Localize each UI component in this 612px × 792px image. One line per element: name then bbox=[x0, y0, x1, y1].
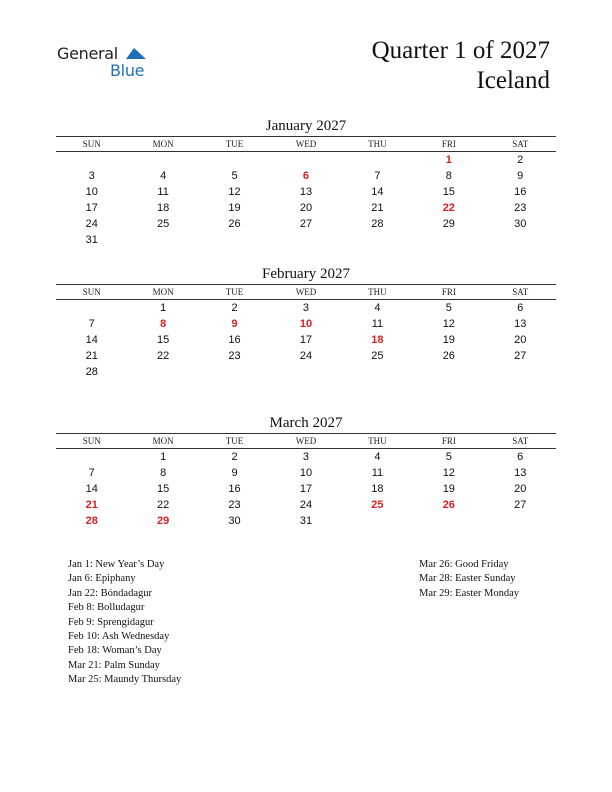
day-cell: 14 bbox=[371, 186, 384, 198]
day-cell: 27 bbox=[514, 350, 527, 362]
day-cell: 25 bbox=[371, 350, 384, 362]
holiday-list-item: Mar 26: Good Friday bbox=[419, 559, 509, 570]
day-cell bbox=[270, 232, 341, 248]
day-cell: 6 bbox=[517, 451, 524, 463]
weekday-header-row bbox=[56, 136, 556, 152]
week-row bbox=[56, 449, 556, 465]
day-cell bbox=[342, 513, 413, 529]
day-cell: 1 bbox=[160, 451, 167, 463]
day-cell: 16 bbox=[228, 334, 241, 346]
weekday-label: SAT bbox=[512, 436, 529, 446]
day-cell: 13 bbox=[514, 318, 527, 330]
month-title: February 2027 bbox=[262, 266, 350, 282]
holiday-day-cell: 8 bbox=[160, 318, 167, 330]
logo-word-blue: Blue bbox=[110, 61, 145, 80]
month-calendar bbox=[56, 414, 556, 529]
holiday-list-left bbox=[68, 558, 181, 688]
day-cell: 14 bbox=[85, 334, 98, 346]
day-cell bbox=[485, 364, 556, 380]
day-cell: 17 bbox=[299, 483, 313, 495]
day-cell: 10 bbox=[299, 467, 313, 479]
holiday-list-item: Jan 6: Epiphany bbox=[68, 573, 136, 585]
day-cell bbox=[342, 232, 413, 248]
day-cell: 21 bbox=[85, 350, 98, 362]
holiday-list-item: Mar 25: Maundy Thursday bbox=[68, 674, 182, 686]
day-cell: 26 bbox=[442, 350, 455, 362]
day-cell: 20 bbox=[514, 483, 527, 495]
day-cell: 18 bbox=[371, 483, 384, 495]
day-cell: 30 bbox=[514, 218, 527, 230]
day-cell: 1 bbox=[160, 302, 167, 314]
day-cell: 24 bbox=[299, 499, 313, 511]
week-row bbox=[56, 184, 556, 200]
logo-triangle-icon bbox=[126, 46, 146, 60]
day-cell: 19 bbox=[442, 483, 455, 495]
day-cell: 10 bbox=[85, 186, 98, 198]
day-cell bbox=[56, 152, 127, 168]
day-cell: 2 bbox=[517, 154, 524, 166]
day-cell: 29 bbox=[442, 218, 455, 230]
day-cell: 11 bbox=[157, 186, 169, 198]
day-cell bbox=[199, 364, 270, 380]
day-cell: 23 bbox=[228, 350, 241, 362]
holiday-day-cell: 21 bbox=[85, 499, 98, 511]
holiday-day-cell: 25 bbox=[371, 499, 384, 511]
holiday-day-cell: 9 bbox=[231, 318, 238, 330]
holiday-list-item: Feb 9: Sprengidagur bbox=[68, 616, 154, 628]
page-title-block bbox=[372, 36, 550, 96]
holiday-day-cell: 22 bbox=[442, 202, 455, 214]
holiday-list-item: Feb 10: Ash Wednesday bbox=[68, 631, 170, 643]
weekday-label: THU bbox=[368, 139, 387, 149]
day-cell: 27 bbox=[514, 499, 527, 511]
holiday-day-cell: 6 bbox=[302, 170, 310, 182]
day-cell: 7 bbox=[88, 467, 95, 479]
day-cell: 17 bbox=[85, 202, 98, 214]
day-cell: 11 bbox=[371, 318, 384, 330]
day-cell bbox=[342, 364, 413, 380]
day-cell: 13 bbox=[514, 467, 527, 479]
weekday-label: SAT bbox=[512, 139, 529, 149]
day-cell bbox=[127, 152, 198, 168]
day-cell: 11 bbox=[371, 467, 384, 479]
day-cell: 9 bbox=[517, 170, 524, 182]
week-row bbox=[56, 152, 556, 168]
day-cell: 7 bbox=[88, 318, 95, 330]
holiday-list-item: Feb 8: Bolludagur bbox=[68, 602, 145, 614]
week-row bbox=[56, 316, 556, 332]
day-cell bbox=[127, 364, 198, 380]
holiday-day-cell: 10 bbox=[299, 318, 313, 330]
month-title: March 2027 bbox=[269, 415, 343, 431]
holiday-day-cell: 28 bbox=[85, 515, 98, 527]
holiday-day-cell: 29 bbox=[157, 515, 170, 527]
day-cell: 24 bbox=[85, 218, 98, 230]
day-cell: 23 bbox=[228, 499, 241, 511]
month-calendar bbox=[56, 117, 556, 248]
weekday-label: MON bbox=[152, 436, 174, 446]
day-cell: 7 bbox=[374, 170, 381, 182]
month-calendar bbox=[56, 265, 556, 380]
week-row bbox=[56, 465, 556, 481]
day-cell: 22 bbox=[157, 499, 170, 511]
day-cell bbox=[199, 232, 270, 248]
weekday-label: SUN bbox=[82, 287, 101, 297]
day-cell: 17 bbox=[299, 334, 313, 346]
week-row bbox=[56, 513, 556, 529]
month-title: January 2027 bbox=[265, 118, 347, 134]
weekday-label: SUN bbox=[82, 139, 101, 149]
day-cell: 12 bbox=[442, 318, 455, 330]
week-row bbox=[56, 481, 556, 497]
day-cell: 9 bbox=[231, 467, 238, 479]
holiday-list-item: Jan 1: New Year’s Day bbox=[68, 559, 165, 570]
weekday-label: FRI bbox=[441, 287, 456, 297]
weekday-label: TUE bbox=[225, 139, 244, 149]
holiday-list-item: Mar 21: Palm Sunday bbox=[68, 659, 160, 671]
day-cell: 18 bbox=[157, 202, 170, 214]
week-row bbox=[56, 364, 556, 380]
weekday-label: MON bbox=[152, 139, 174, 149]
day-cell bbox=[342, 152, 413, 168]
day-cell: 19 bbox=[442, 334, 455, 346]
week-row bbox=[56, 300, 556, 316]
day-cell: 15 bbox=[157, 334, 170, 346]
week-row bbox=[56, 200, 556, 216]
weekday-label: THU bbox=[368, 287, 387, 297]
day-cell: 12 bbox=[442, 467, 455, 479]
day-cell: 15 bbox=[157, 483, 170, 495]
holiday-list-item: Mar 28: Easter Sunday bbox=[419, 573, 516, 585]
day-cell: 5 bbox=[445, 302, 452, 314]
day-cell bbox=[56, 300, 127, 316]
weekday-label: THU bbox=[368, 436, 387, 446]
holiday-list-item: Jan 22: Bóndadagur bbox=[68, 587, 152, 599]
weekday-label: FRI bbox=[441, 139, 456, 149]
day-cell: 4 bbox=[374, 302, 381, 314]
day-cell bbox=[56, 449, 127, 465]
weekday-label: SAT bbox=[512, 287, 529, 297]
day-cell: 31 bbox=[299, 515, 313, 527]
day-cell: 5 bbox=[445, 451, 452, 463]
day-cell: 19 bbox=[228, 202, 241, 214]
day-cell: 3 bbox=[88, 170, 95, 182]
weekday-label: TUE bbox=[225, 436, 244, 446]
day-cell bbox=[199, 152, 270, 168]
weekday-label: FRI bbox=[441, 436, 456, 446]
day-cell: 23 bbox=[514, 202, 527, 214]
day-cell: 3 bbox=[302, 451, 310, 463]
day-cell: 14 bbox=[85, 483, 98, 495]
day-cell bbox=[413, 364, 484, 380]
day-cell: 4 bbox=[374, 451, 381, 463]
day-cell: 3 bbox=[302, 302, 310, 314]
day-cell: 24 bbox=[299, 350, 313, 362]
weekday-label: WED bbox=[295, 287, 317, 297]
week-row bbox=[56, 348, 556, 364]
day-cell: 13 bbox=[299, 186, 313, 198]
weekday-header-row bbox=[56, 284, 556, 300]
holiday-list-item: Feb 18: Woman’s Day bbox=[68, 645, 162, 657]
week-row bbox=[56, 232, 556, 248]
day-cell: 16 bbox=[514, 186, 527, 198]
holiday-day-cell: 26 bbox=[442, 499, 455, 511]
week-row bbox=[56, 497, 556, 513]
logo-word-general: General bbox=[57, 44, 118, 63]
day-cell: 31 bbox=[85, 234, 98, 246]
weekday-label: WED bbox=[295, 139, 317, 149]
day-cell: 22 bbox=[157, 350, 170, 362]
holiday-list-right bbox=[419, 558, 519, 601]
holiday-day-cell: 1 bbox=[445, 154, 452, 166]
day-cell bbox=[270, 152, 341, 168]
day-cell: 25 bbox=[157, 218, 170, 230]
day-cell: 16 bbox=[228, 483, 241, 495]
day-cell: 20 bbox=[299, 202, 313, 214]
day-cell: 2 bbox=[231, 302, 238, 314]
day-cell: 8 bbox=[445, 170, 452, 182]
day-cell: 12 bbox=[228, 186, 241, 198]
day-cell: 2 bbox=[231, 451, 238, 463]
day-cell: 21 bbox=[371, 202, 384, 214]
weekday-header-row bbox=[56, 433, 556, 449]
day-cell: 15 bbox=[442, 186, 455, 198]
week-row bbox=[56, 216, 556, 232]
holiday-list-item: Mar 29: Easter Monday bbox=[419, 587, 520, 599]
weekday-label: TUE bbox=[225, 287, 244, 297]
day-cell: 27 bbox=[299, 218, 313, 230]
day-cell bbox=[413, 513, 484, 529]
weekday-label: MON bbox=[152, 287, 174, 297]
weekday-label: SUN bbox=[82, 436, 101, 446]
holiday-day-cell: 18 bbox=[371, 334, 384, 346]
day-cell: 28 bbox=[85, 366, 98, 378]
day-cell bbox=[413, 232, 484, 248]
day-cell bbox=[485, 513, 556, 529]
day-cell: 8 bbox=[160, 467, 167, 479]
page-subtitle: Iceland bbox=[476, 67, 550, 94]
day-cell: 4 bbox=[160, 170, 167, 182]
day-cell: 20 bbox=[514, 334, 527, 346]
logo bbox=[57, 44, 167, 84]
weekday-label: WED bbox=[295, 436, 317, 446]
day-cell bbox=[485, 232, 556, 248]
page-title: Quarter 1 of 2027 bbox=[371, 37, 550, 64]
week-row bbox=[56, 332, 556, 348]
day-cell: 6 bbox=[517, 302, 524, 314]
day-cell bbox=[127, 232, 198, 248]
day-cell: 26 bbox=[228, 218, 241, 230]
day-cell: 5 bbox=[231, 170, 238, 182]
day-cell: 30 bbox=[228, 515, 241, 527]
day-cell: 28 bbox=[371, 218, 384, 230]
week-row bbox=[56, 168, 556, 184]
day-cell bbox=[270, 364, 341, 380]
